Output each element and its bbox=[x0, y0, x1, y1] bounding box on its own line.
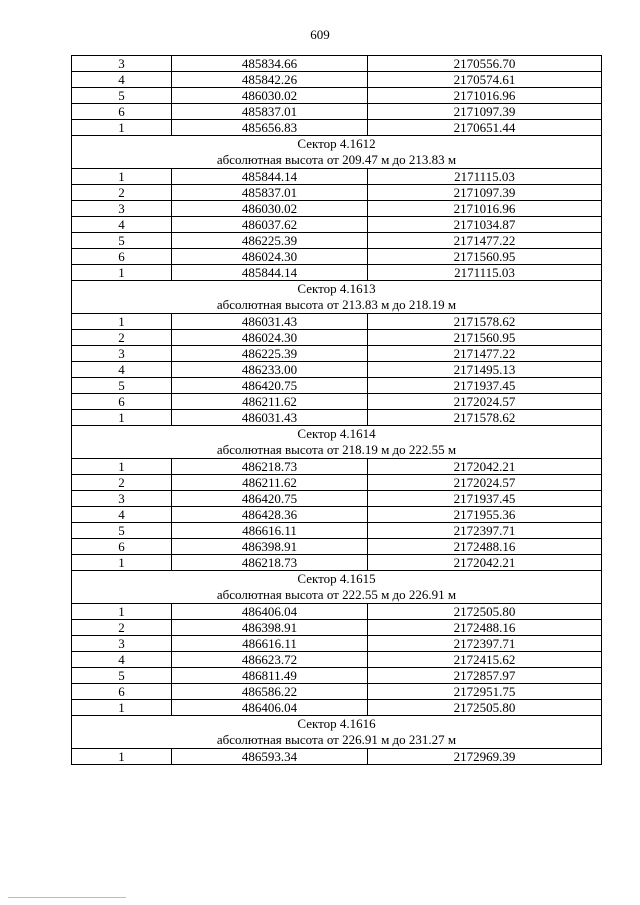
y-coordinate-cell: 2172042.21 bbox=[368, 459, 602, 475]
sector-header bbox=[72, 426, 602, 459]
point-number-cell: 2 bbox=[72, 620, 172, 636]
y-coordinate-cell: 2171115.03 bbox=[368, 169, 602, 185]
y-coordinate-cell: 2171937.45 bbox=[368, 491, 602, 507]
sector-altitude: абсолютная высота от 226.91 м до 231.27 м bbox=[216, 732, 457, 747]
point-number-cell: 1 bbox=[72, 555, 172, 571]
x-coordinate-cell: 486030.02 bbox=[172, 88, 368, 104]
x-coordinate-cell: 486030.02 bbox=[172, 201, 368, 217]
point-number-cell: 3 bbox=[72, 201, 172, 217]
y-coordinate-cell: 2171016.96 bbox=[368, 201, 602, 217]
point-number-cell: 5 bbox=[72, 233, 172, 249]
point-number-cell: 2 bbox=[72, 185, 172, 201]
x-coordinate-cell: 486225.39 bbox=[172, 233, 368, 249]
table-row bbox=[72, 378, 602, 394]
sector-header-row bbox=[72, 281, 602, 314]
sector-title: Сектор 4.1614 bbox=[297, 426, 376, 441]
page-number: 609 bbox=[310, 27, 330, 42]
y-coordinate-cell: 2172505.80 bbox=[368, 604, 602, 620]
table-row bbox=[72, 185, 602, 201]
table-row bbox=[72, 668, 602, 684]
x-coordinate-cell: 486218.73 bbox=[172, 459, 368, 475]
table-row bbox=[72, 555, 602, 571]
point-number-cell: 2 bbox=[72, 475, 172, 491]
sector-header bbox=[72, 136, 602, 169]
x-coordinate-cell: 486616.11 bbox=[172, 523, 368, 539]
table-row bbox=[72, 700, 602, 716]
table-row bbox=[72, 652, 602, 668]
y-coordinate-cell: 2172857.97 bbox=[368, 668, 602, 684]
x-coordinate-cell: 486420.75 bbox=[172, 378, 368, 394]
x-coordinate-cell: 486398.91 bbox=[172, 539, 368, 555]
sector-title: Сектор 4.1612 bbox=[297, 136, 376, 151]
table-row bbox=[72, 749, 602, 765]
y-coordinate-cell: 2171097.39 bbox=[368, 104, 602, 120]
table-row bbox=[72, 523, 602, 539]
y-coordinate-cell: 2171097.39 bbox=[368, 185, 602, 201]
footer-rule bbox=[8, 897, 126, 898]
table-row bbox=[72, 636, 602, 652]
point-number-cell: 6 bbox=[72, 394, 172, 410]
y-coordinate-cell: 2172951.75 bbox=[368, 684, 602, 700]
y-coordinate-cell: 2171115.03 bbox=[368, 265, 602, 281]
point-number-cell: 1 bbox=[72, 120, 172, 136]
point-number-cell: 4 bbox=[72, 507, 172, 523]
sector-header-row bbox=[72, 136, 602, 169]
table-row bbox=[72, 233, 602, 249]
y-coordinate-cell: 2170651.44 bbox=[368, 120, 602, 136]
sector-altitude: абсолютная высота от 209.47 м до 213.83 м bbox=[216, 152, 457, 167]
x-coordinate-cell: 486031.43 bbox=[172, 410, 368, 426]
point-number-cell: 5 bbox=[72, 88, 172, 104]
table-row bbox=[72, 604, 602, 620]
x-coordinate-cell: 486211.62 bbox=[172, 394, 368, 410]
point-number-cell: 1 bbox=[72, 265, 172, 281]
table-row bbox=[72, 314, 602, 330]
table-row bbox=[72, 684, 602, 700]
table-row bbox=[72, 475, 602, 491]
x-coordinate-cell: 486406.04 bbox=[172, 700, 368, 716]
point-number-cell: 4 bbox=[72, 652, 172, 668]
table-row bbox=[72, 410, 602, 426]
sector-header bbox=[72, 571, 602, 604]
table-row bbox=[72, 217, 602, 233]
y-coordinate-cell: 2171578.62 bbox=[368, 410, 602, 426]
x-coordinate-cell: 485834.66 bbox=[172, 56, 368, 72]
x-coordinate-cell: 486623.72 bbox=[172, 652, 368, 668]
sector-header bbox=[72, 716, 602, 749]
table-row bbox=[72, 120, 602, 136]
y-coordinate-cell: 2172488.16 bbox=[368, 539, 602, 555]
x-coordinate-cell: 486233.00 bbox=[172, 362, 368, 378]
table-row bbox=[72, 394, 602, 410]
table-row bbox=[72, 104, 602, 120]
y-coordinate-cell: 2170574.61 bbox=[368, 72, 602, 88]
x-coordinate-cell: 485844.14 bbox=[172, 169, 368, 185]
y-coordinate-cell: 2172397.71 bbox=[368, 523, 602, 539]
y-coordinate-cell: 2172969.39 bbox=[368, 749, 602, 765]
coordinates-table-body bbox=[72, 56, 602, 765]
point-number-cell: 6 bbox=[72, 684, 172, 700]
sector-title: Сектор 4.1616 bbox=[297, 716, 376, 731]
y-coordinate-cell: 2171477.22 bbox=[368, 233, 602, 249]
point-number-cell: 5 bbox=[72, 668, 172, 684]
sector-header bbox=[72, 281, 602, 314]
point-number-cell: 1 bbox=[72, 604, 172, 620]
x-coordinate-cell: 486225.39 bbox=[172, 346, 368, 362]
table-row bbox=[72, 169, 602, 185]
sector-altitude: абсолютная высота от 213.83 м до 218.19 м bbox=[216, 297, 457, 312]
table-row bbox=[72, 249, 602, 265]
point-number-cell: 3 bbox=[72, 491, 172, 507]
y-coordinate-cell: 2171578.62 bbox=[368, 314, 602, 330]
x-coordinate-cell: 486398.91 bbox=[172, 620, 368, 636]
table-row bbox=[72, 507, 602, 523]
y-coordinate-cell: 2171560.95 bbox=[368, 249, 602, 265]
y-coordinate-cell: 2172505.80 bbox=[368, 700, 602, 716]
y-coordinate-cell: 2171477.22 bbox=[368, 346, 602, 362]
sector-header-row bbox=[72, 716, 602, 749]
table-row bbox=[72, 201, 602, 217]
x-coordinate-cell: 485656.83 bbox=[172, 120, 368, 136]
x-coordinate-cell: 486024.30 bbox=[172, 330, 368, 346]
point-number-cell: 6 bbox=[72, 249, 172, 265]
table-row bbox=[72, 491, 602, 507]
point-number-cell: 1 bbox=[72, 459, 172, 475]
table-row bbox=[72, 265, 602, 281]
y-coordinate-cell: 2171034.87 bbox=[368, 217, 602, 233]
point-number-cell: 4 bbox=[72, 362, 172, 378]
x-coordinate-cell: 485844.14 bbox=[172, 265, 368, 281]
point-number-cell: 3 bbox=[72, 56, 172, 72]
x-coordinate-cell: 486593.34 bbox=[172, 749, 368, 765]
y-coordinate-cell: 2170556.70 bbox=[368, 56, 602, 72]
point-number-cell: 3 bbox=[72, 636, 172, 652]
table-row bbox=[72, 88, 602, 104]
x-coordinate-cell: 486616.11 bbox=[172, 636, 368, 652]
table-row bbox=[72, 539, 602, 555]
y-coordinate-cell: 2171560.95 bbox=[368, 330, 602, 346]
x-coordinate-cell: 486024.30 bbox=[172, 249, 368, 265]
sector-header-row bbox=[72, 426, 602, 459]
point-number-cell: 4 bbox=[72, 217, 172, 233]
x-coordinate-cell: 486428.36 bbox=[172, 507, 368, 523]
x-coordinate-cell: 485837.01 bbox=[172, 185, 368, 201]
point-number-cell: 4 bbox=[72, 72, 172, 88]
sector-altitude: абсолютная высота от 218.19 м до 222.55 м bbox=[216, 442, 457, 457]
sector-title: Сектор 4.1615 bbox=[297, 571, 376, 586]
x-coordinate-cell: 486031.43 bbox=[172, 314, 368, 330]
y-coordinate-cell: 2172488.16 bbox=[368, 620, 602, 636]
point-number-cell: 6 bbox=[72, 539, 172, 555]
y-coordinate-cell: 2171016.96 bbox=[368, 88, 602, 104]
point-number-cell: 6 bbox=[72, 104, 172, 120]
y-coordinate-cell: 2171495.13 bbox=[368, 362, 602, 378]
y-coordinate-cell: 2172397.71 bbox=[368, 636, 602, 652]
x-coordinate-cell: 486586.22 bbox=[172, 684, 368, 700]
sector-title: Сектор 4.1613 bbox=[297, 281, 376, 296]
y-coordinate-cell: 2172042.21 bbox=[368, 555, 602, 571]
x-coordinate-cell: 486420.75 bbox=[172, 491, 368, 507]
point-number-cell: 1 bbox=[72, 700, 172, 716]
table-row bbox=[72, 620, 602, 636]
point-number-cell: 5 bbox=[72, 523, 172, 539]
x-coordinate-cell: 486211.62 bbox=[172, 475, 368, 491]
sector-altitude: абсолютная высота от 222.55 м до 226.91 м bbox=[216, 587, 457, 602]
table-row bbox=[72, 362, 602, 378]
y-coordinate-cell: 2172024.57 bbox=[368, 394, 602, 410]
point-number-cell: 1 bbox=[72, 410, 172, 426]
table-row bbox=[72, 56, 602, 72]
x-coordinate-cell: 486218.73 bbox=[172, 555, 368, 571]
coordinates-table bbox=[71, 55, 602, 765]
y-coordinate-cell: 2172415.62 bbox=[368, 652, 602, 668]
sector-header-row bbox=[72, 571, 602, 604]
point-number-cell: 1 bbox=[72, 749, 172, 765]
point-number-cell: 2 bbox=[72, 330, 172, 346]
x-coordinate-cell: 486811.49 bbox=[172, 668, 368, 684]
x-coordinate-cell: 486037.62 bbox=[172, 217, 368, 233]
x-coordinate-cell: 486406.04 bbox=[172, 604, 368, 620]
table-row bbox=[72, 72, 602, 88]
point-number-cell: 1 bbox=[72, 169, 172, 185]
y-coordinate-cell: 2172024.57 bbox=[368, 475, 602, 491]
y-coordinate-cell: 2171937.45 bbox=[368, 378, 602, 394]
x-coordinate-cell: 485837.01 bbox=[172, 104, 368, 120]
y-coordinate-cell: 2171955.36 bbox=[368, 507, 602, 523]
table-row bbox=[72, 330, 602, 346]
point-number-cell: 1 bbox=[72, 314, 172, 330]
table-row bbox=[72, 346, 602, 362]
point-number-cell: 3 bbox=[72, 346, 172, 362]
x-coordinate-cell: 485842.26 bbox=[172, 72, 368, 88]
point-number-cell: 5 bbox=[72, 378, 172, 394]
table-row bbox=[72, 459, 602, 475]
